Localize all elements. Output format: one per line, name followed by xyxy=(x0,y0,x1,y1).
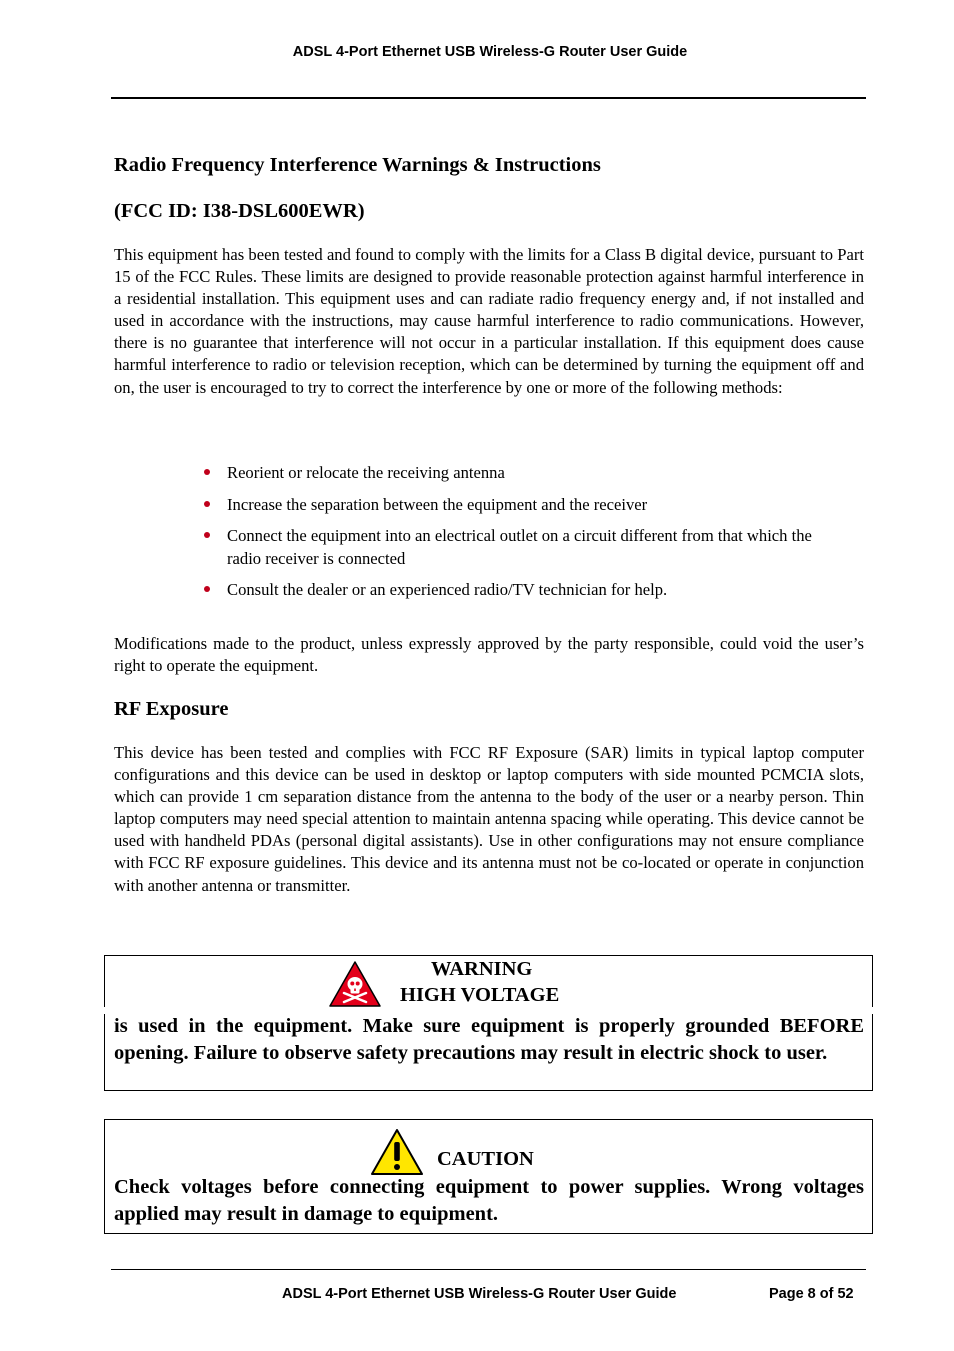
box-border-gap xyxy=(872,1007,873,1014)
warning-body-text: is used in the equipment. Make sure equipment is properly grounded BEFORE opening. Failure to observe safety precautions may result in electric shock to user. xyxy=(114,1015,864,1064)
exclamation-warning-icon xyxy=(370,1128,424,1176)
footer-title: ADSL 4-Port Ethernet USB Wireless-G Router User Guide xyxy=(282,1286,677,1302)
footer-rule xyxy=(111,1269,866,1270)
bullet-icon xyxy=(204,586,210,592)
bullet-icon xyxy=(204,501,210,507)
high-voltage-warning-box xyxy=(104,955,873,1091)
warning-title: WARNING xyxy=(431,958,533,980)
modifications-paragraph: Modifications made to the product, unless expressly approved by the party responsible, could void the user’s right to operate the equipment. xyxy=(114,634,864,676)
header-rule xyxy=(111,97,866,99)
bullet-icon xyxy=(204,469,210,475)
rf-exposure-heading: RF Exposure xyxy=(114,698,229,720)
page-number: Page 8 of 52 xyxy=(769,1286,854,1302)
caution-title: CAUTION xyxy=(437,1148,534,1170)
list-item xyxy=(200,579,840,601)
box-border-gap xyxy=(104,1007,105,1014)
list-item-text: Increase the separation between the equipment and the receiver xyxy=(227,494,648,514)
warning-subtitle: HIGH VOLTAGE xyxy=(400,984,560,1006)
interference-methods-list xyxy=(200,462,840,611)
list-item-text: Connect the equipment into an electrical outlet on a circuit different from that which the radio receiver is connected xyxy=(227,526,812,568)
rf-exposure-paragraph: This device has been tested and complies with FCC RF Exposure (SAR) limits in typical laptop computer configurations and this device can be used in desktop or laptop computers with side mounted PCMCIA slots, which can provide 1 cm separation distance from the antenna to the body of the user or a nearby person. Thin laptop computers may need special attention to maintain antenna spacing while operating. This device cannot be used with handheld PDAs (personal digital assistants). Use in other configurations may not ensure compliance with FCC RF exposure guidelines. This device and its antenna must not be co-located or operate in conjunction with another antenna or transmitter. xyxy=(114,743,864,895)
list-item xyxy=(200,494,840,516)
bullet-icon xyxy=(204,532,210,538)
list-item xyxy=(200,525,840,569)
caution-box xyxy=(104,1119,873,1234)
section-heading: Radio Frequency Interference Warnings & Instructions xyxy=(114,154,601,176)
list-item-text: Reorient or relocate the receiving antenna xyxy=(227,463,505,482)
list-item-text: Consult the dealer or an experienced radio/TV technician for help. xyxy=(227,580,668,600)
list-item xyxy=(200,462,840,484)
fcc-id-heading: (FCC ID: I38-DSL600EWR) xyxy=(114,200,365,222)
caution-body-text: Check voltages before connecting equipment to power supplies. Wrong voltages applied may result in damage to equipment. xyxy=(114,1176,864,1225)
page-header: ADSL 4-Port Ethernet USB Wireless-G Router User Guide xyxy=(292,44,688,60)
fcc-compliance-paragraph: This equipment has been tested and found to comply with the limits for a Class B digital device, pursuant to Part 15 of the FCC Rules. These limits are designed to provide reasonable protection against harmful interference in a residential installation. This equipment uses and can radiate radio frequency energy and, if not installed and used in accordance with the instructions, may cause harmful interference to radio communications. However, there is no guarantee that interference will not occur in a particular installation. If this equipment does cause harmful interference to radio or television reception, which can be determined by turning the equipment off and on, the user is encouraged to try to correct the interference by one or more of the following methods: xyxy=(114,245,864,397)
skull-crossbones-warning-icon xyxy=(328,960,382,1008)
